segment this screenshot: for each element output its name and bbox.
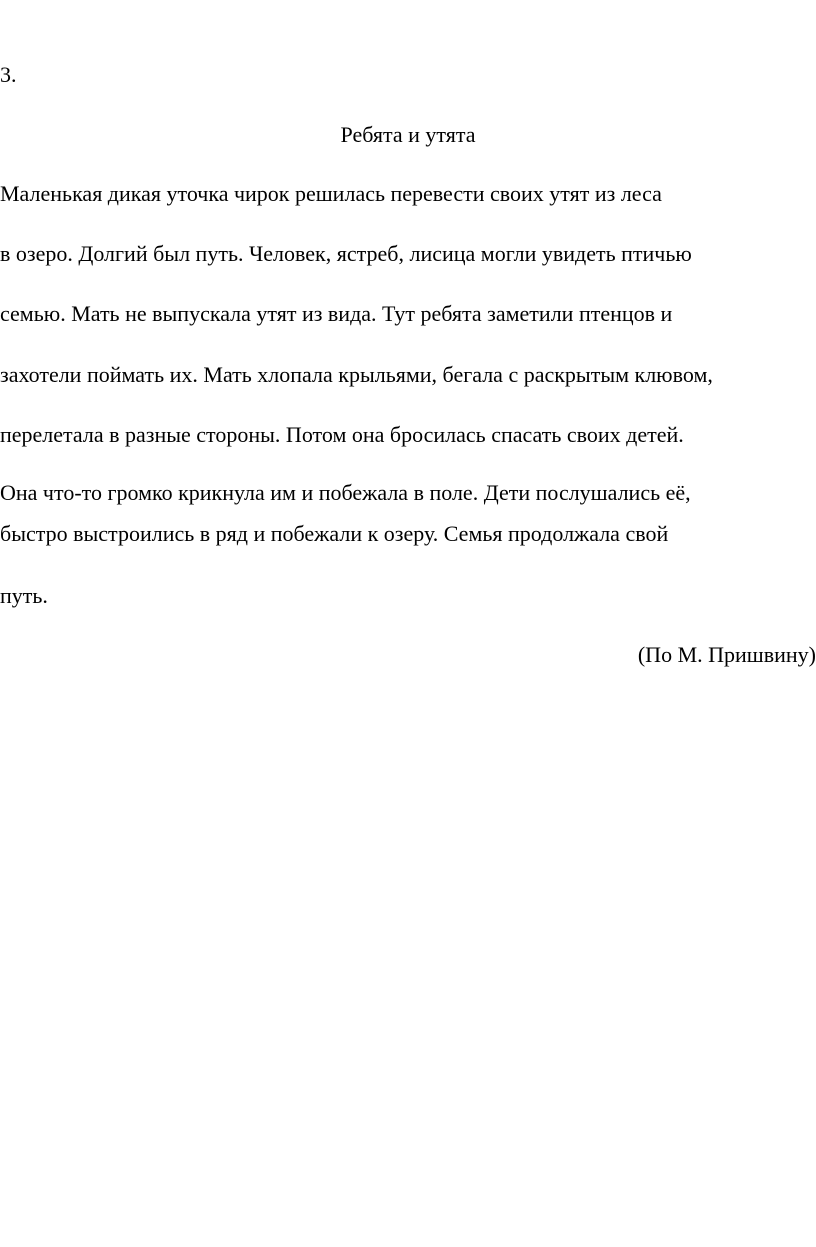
text-line: захотели поймать их. Мать хлопала крыльями, бегала с раскрытым клювом,	[0, 362, 713, 387]
text-line: Маленькая дикая уточка чирок решилась перевести своих утят из леса	[0, 181, 662, 206]
text-line: семью. Мать не выпускала утят из вида. Тут ребята заметили птенцов и	[0, 301, 673, 326]
story-title: Ребята и утята	[340, 122, 476, 147]
exercise-number: 3.	[0, 62, 17, 87]
text-line: Она что-то громко крикнула им и побежала в поле. Дети послушались её,	[0, 480, 691, 505]
author-attribution: (По М. Пришвину)	[637, 642, 816, 667]
text-line: путь.	[0, 583, 48, 608]
text-line: перелетала в разные стороны. Потом она бросилась спасать своих детей.	[0, 422, 684, 447]
text-line: быстро выстроились в ряд и побежали к озеру. Семья продолжала свой	[0, 521, 669, 546]
text-line: в озеро. Долгий был путь. Человек, ястреб, лисица могли увидеть птичью	[0, 241, 692, 266]
